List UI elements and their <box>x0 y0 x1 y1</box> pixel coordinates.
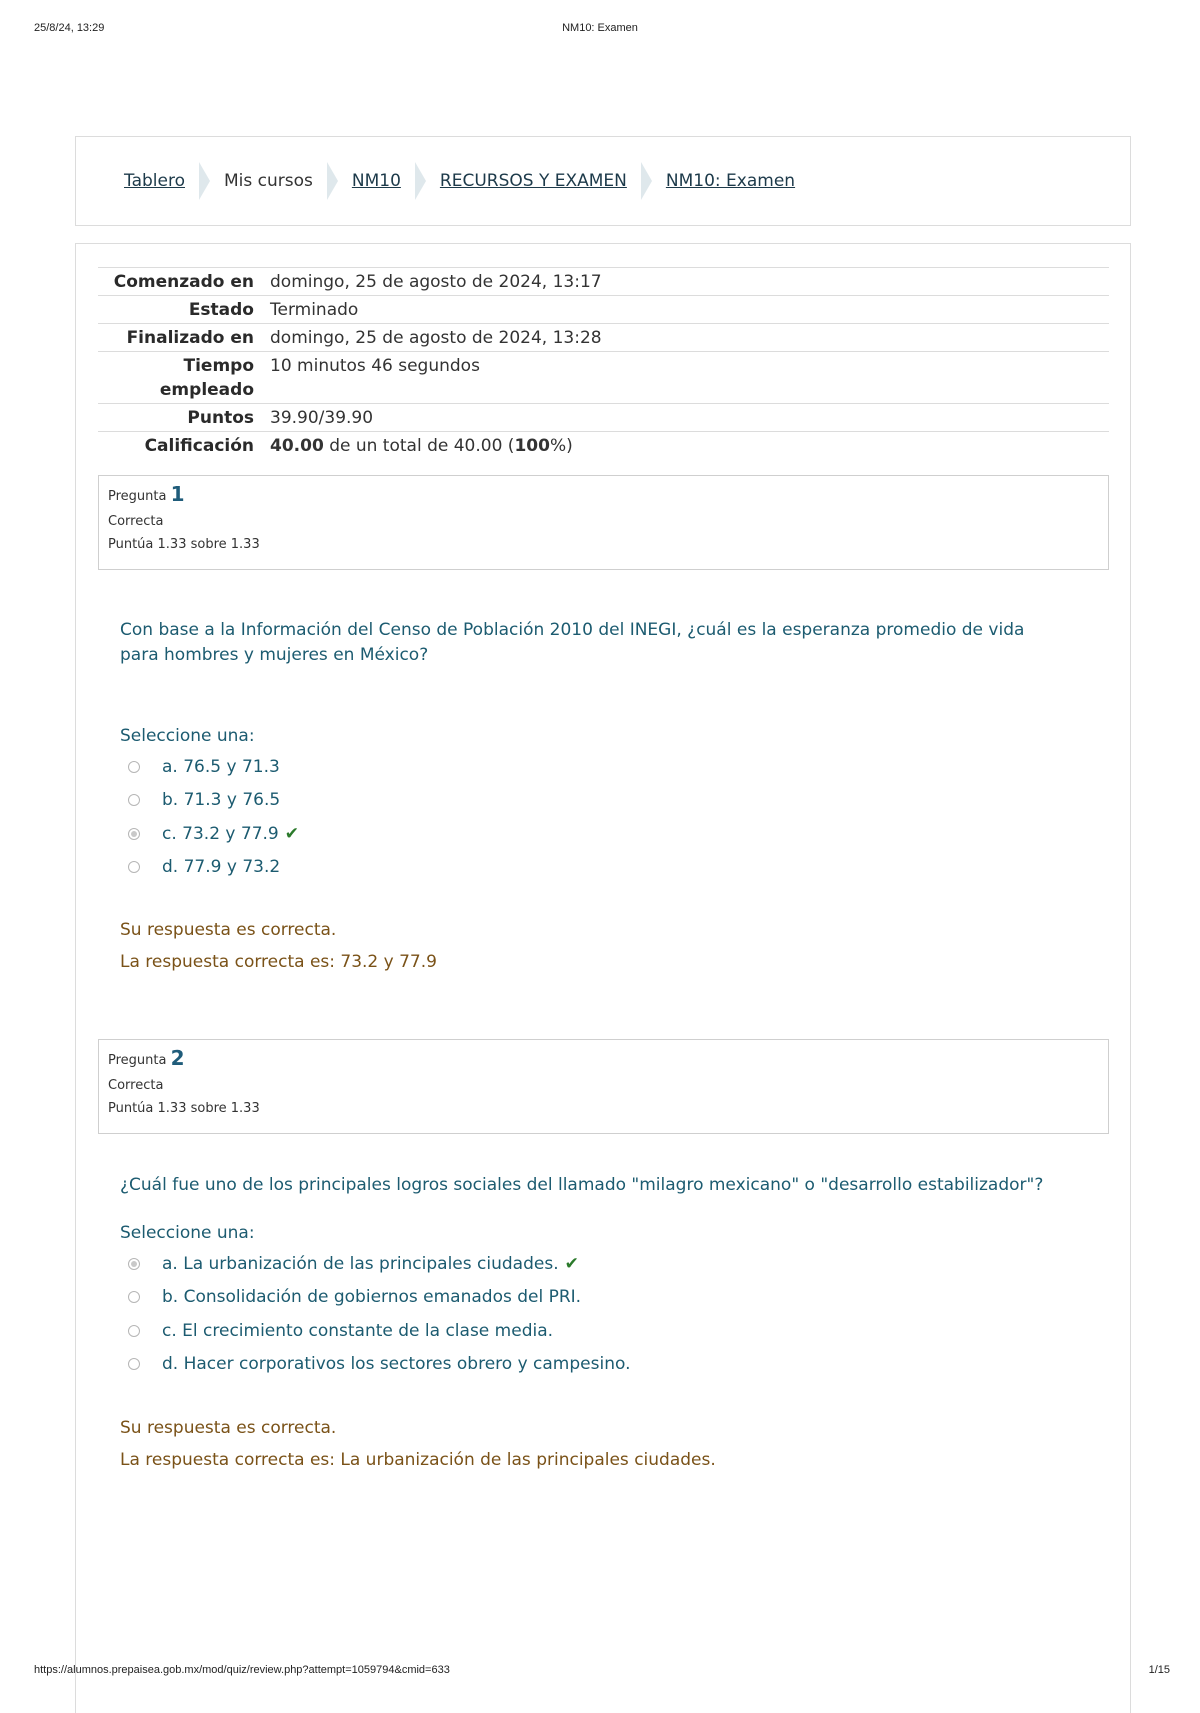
breadcrumb-tablero[interactable]: Tablero <box>124 171 185 191</box>
answer-label: d. Hacer corporativos los sectores obrero y campesino. <box>162 1354 631 1375</box>
breadcrumb-panel <box>75 136 1131 226</box>
right-answer-text: La respuesta correcta es: La urbanización de las principales ciudades. <box>120 1450 716 1470</box>
summary-label: Estado <box>188 300 254 320</box>
grade-percent: 100 <box>514 436 550 456</box>
answer-option[interactable] <box>120 1314 630 1348</box>
summary-value: 39.90/39.90 <box>270 408 374 428</box>
answer-label: d. 77.9 y 73.2 <box>162 857 281 878</box>
summary-label: Finalizado en <box>126 328 254 348</box>
select-one-prompt: Seleccione una: <box>120 726 255 746</box>
answer-option[interactable] <box>120 750 299 784</box>
summary-label: Comenzado en <box>113 272 254 292</box>
summary-label: Puntos <box>187 408 254 428</box>
breadcrumb-separator <box>641 162 652 200</box>
summary-value <box>270 434 1109 458</box>
summary-row-points <box>98 403 1109 431</box>
breadcrumb-nm10-examen[interactable]: NM10: Examen <box>665 171 796 191</box>
breadcrumb-separator <box>415 162 426 200</box>
breadcrumb-mis-cursos: Mis cursos <box>223 171 313 191</box>
radio-button[interactable] <box>128 1325 140 1337</box>
summary-row-grade <box>98 431 1109 459</box>
print-page-number: 1/15 <box>1148 1664 1170 1676</box>
summary-row-finished <box>98 323 1109 351</box>
radio-button-selected[interactable] <box>128 828 140 840</box>
answer-option[interactable] <box>120 1348 630 1382</box>
attempt-summary-table <box>98 267 1109 459</box>
radio-button[interactable] <box>128 761 140 773</box>
breadcrumb-separator <box>327 162 338 200</box>
radio-button-selected[interactable] <box>128 1258 140 1270</box>
answer-label: b. Consolidación de gobiernos emanados del PRI. <box>162 1287 582 1308</box>
check-icon: ✔ <box>564 1253 579 1274</box>
radio-button[interactable] <box>128 794 140 806</box>
question-state: Correcta <box>108 514 164 529</box>
question-state: Correcta <box>108 1078 164 1093</box>
feedback-text: Su respuesta es correcta. <box>120 920 337 940</box>
question-number: 1 <box>170 482 185 506</box>
answer-option[interactable] <box>120 784 299 818</box>
answer-label: c. El crecimiento constante de la clase media. <box>162 1320 554 1341</box>
answer-label: c. 73.2 y 77.9 <box>162 823 279 844</box>
radio-button[interactable] <box>128 1291 140 1303</box>
question-number: 2 <box>170 1046 185 1070</box>
grade-total: de un total de 40.00 ( <box>329 436 515 456</box>
grade-score: 40.00 <box>270 436 324 456</box>
print-url: https://alumnos.prepaisea.gob.mx/mod/quiz/review.php?attempt=1059794&cmid=633 <box>34 1664 450 1676</box>
summary-value: Terminado <box>270 300 359 320</box>
question-text-1: Con base a la Información del Censo de Población 2010 del INEGI, ¿cuál es la esperanza promedio de vida para hombres y mujeres en México? <box>120 620 1025 665</box>
summary-value: domingo, 25 de agosto de 2024, 13:28 <box>270 328 602 348</box>
summary-row-time <box>98 351 1109 403</box>
select-one-prompt: Seleccione una: <box>120 1223 255 1243</box>
answer-label: b. 71.3 y 76.5 <box>162 790 281 811</box>
question-text-2: ¿Cuál fue uno de los principales logros sociales del llamado "milagro mexicano" o "desarrollo estabilizador"? <box>120 1175 1044 1195</box>
summary-value: domingo, 25 de agosto de 2024, 13:17 <box>270 272 602 292</box>
radio-button[interactable] <box>128 861 140 873</box>
question-grade: Puntúa 1.33 sobre 1.33 <box>108 1101 260 1116</box>
answer-list-2 <box>120 1247 630 1381</box>
feedback-2 <box>120 1412 716 1476</box>
question-info-2 <box>98 1039 1109 1134</box>
question-label: Pregunta <box>108 489 167 504</box>
breadcrumb-nm10[interactable]: NM10 <box>351 171 401 191</box>
question-grade: Puntúa 1.33 sobre 1.33 <box>108 537 260 552</box>
breadcrumb-separator <box>199 162 210 200</box>
answer-list-1 <box>120 750 299 884</box>
answer-label: a. La urbanización de las principales ciudades. <box>162 1253 559 1274</box>
breadcrumb-recursos-y-examen[interactable]: RECURSOS Y EXAMEN <box>439 171 627 191</box>
summary-row-state <box>98 295 1109 323</box>
summary-row-started <box>98 267 1109 295</box>
summary-label: Tiempo empleado <box>159 356 254 400</box>
summary-label: Calificación <box>144 436 254 456</box>
breadcrumb <box>124 137 795 225</box>
answer-option[interactable] <box>120 1247 630 1281</box>
quiz-review-panel <box>75 243 1131 1713</box>
summary-value: 10 minutos 46 segundos <box>270 356 480 376</box>
answer-option[interactable] <box>120 851 299 885</box>
print-title: NM10: Examen <box>562 22 638 34</box>
answer-option[interactable] <box>120 817 299 851</box>
feedback-text: Su respuesta es correcta. <box>120 1418 337 1438</box>
check-icon: ✔ <box>284 823 299 844</box>
print-date: 25/8/24, 13:29 <box>34 22 105 34</box>
feedback-1 <box>120 914 437 978</box>
radio-button[interactable] <box>128 1358 140 1370</box>
grade-percent-sign: %) <box>549 436 573 456</box>
answer-label: a. 76.5 y 71.3 <box>162 756 280 777</box>
answer-option[interactable] <box>120 1281 630 1315</box>
right-answer-text: La respuesta correcta es: 73.2 y 77.9 <box>120 952 437 972</box>
question-info-1 <box>98 475 1109 570</box>
question-label: Pregunta <box>108 1053 167 1068</box>
